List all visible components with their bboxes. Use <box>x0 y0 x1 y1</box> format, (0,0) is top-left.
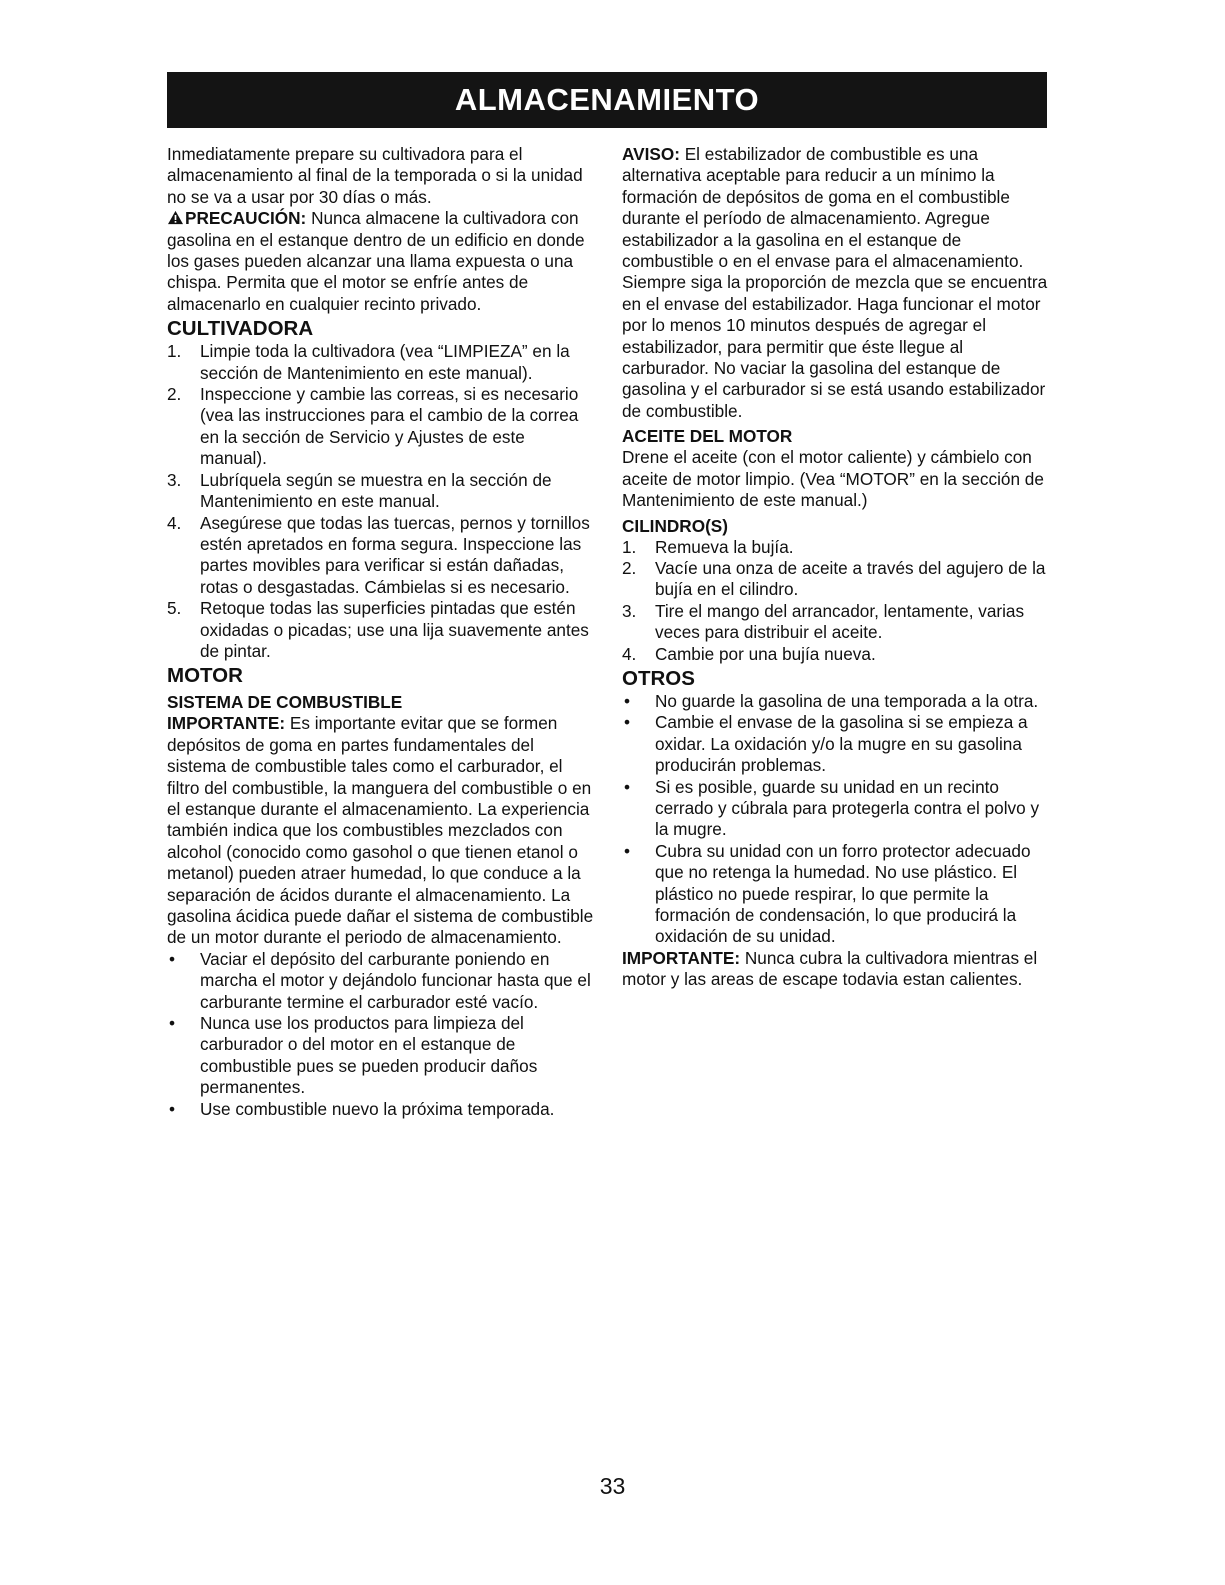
page-number: 33 <box>599 1473 626 1499</box>
precaucion-paragraph <box>167 208 595 315</box>
cultivadora-list <box>167 341 595 662</box>
aviso-paragraph <box>622 144 1050 422</box>
otros-heading: OTROS <box>622 666 695 690</box>
motor-heading: MOTOR <box>167 664 243 688</box>
list-item: • Vaciar el depósito del carburante poniendo en marcha el motor y dejándolo funcionar hasta que el carburante termine el carburador esté vacío. <box>169 948 591 1012</box>
list-item: 1. Remueva la bujía. <box>622 536 794 557</box>
list-item: • Cubra su unidad con un forro protector adecuado que no retenga la humedad. No use plástico. El plástico no puede respirar, lo que permite la formación de condensación, lo que producirá la oxidación de su unidad. <box>624 840 1031 947</box>
list-item: • Use combustible nuevo la próxima temporada. <box>169 1098 555 1119</box>
otros-bullets <box>622 691 1050 948</box>
precaucion-text: Nunca almacene la cultivadora con gasolina en el estanque dentro de un edificio en donde los gases pueden alcanzar una llama expuesta o una chispa. Permita que el motor se enfríe antes de almacenarlo en cualquier recinto privado. <box>167 208 585 314</box>
precaucion-label: PRECAUCIÓN: <box>185 208 307 229</box>
importante-final-label: IMPORTANTE: <box>622 947 741 968</box>
list-item: 4. Asegúrese que todas las tuercas, pernos y tornillos estén apretados en forma segura. Inspeccione las partes movibles para verificar si están dañadas, rotas o desgastadas. Cámbielas si es necesario. <box>167 512 590 597</box>
right-column <box>622 144 1050 991</box>
list-item: • Si es posible, guarde su unidad en un recinto cerrado y cúbrala para protegerla contra el polvo y la mugre. <box>624 776 1040 840</box>
list-item: 4. Cambie por una bujía nueva. <box>622 643 876 664</box>
list-item: 3. Lubríquela según se muestra en la sección de Mantenimiento en este manual. <box>167 469 552 512</box>
list-item: 5. Retoque todas las superficies pintadas que estén oxidadas o picadas; use una lija suavemente antes de pintar. <box>167 598 589 661</box>
section-title: ALMACENAMIENTO <box>454 82 760 117</box>
list-item: • Cambie el envase de la gasolina si se empieza a oxidar. La oxidación y/o la mugre en su gasolina producirán problemas. <box>624 712 1028 776</box>
importante-final-text: Nunca cubra la cultivadora mientras el motor y las areas de escape todavia estan calientes. <box>622 947 1038 990</box>
list-item: • Nunca use los productos para limpieza del carburador o del motor en el estanque de combustible pues se pueden producir daños permanentes. <box>169 1013 538 1098</box>
aceite-paragraph: Drene el aceite (con el motor caliente) y cámbielo con aceite de motor limpio. (Vea “MOTOR” en la sección de Mantenimiento de este manual.) <box>622 447 1044 511</box>
importante-text: Es importante evitar que se formen depósitos de goma en partes fundamentales del sistema de combustible tales como el carburador, el filtro del combustible, la manguera del combustible o en el estanque durante el almacenamiento. La experiencia también indica que los combustibles mezclados con alcohol (conocido como gasohol o que tienen etanol o metanol) pueden atraer humedad, lo que conduce a la separación de ácidos durante el almacenamiento. La gasolina ácidica puede dañar el sistema de combustible de un motor durante el periodo de almacenamiento. <box>167 713 594 948</box>
list-item: 2. Inspeccione y cambie las correas, si es necesario (vea las instrucciones para el cambio de la correa en la sección de Servicio y Ajustes de este manual). <box>167 384 579 469</box>
list-item: • No guarde la gasolina de una temporada a la otra. <box>624 690 1039 711</box>
cultivadora-heading: CULTIVADORA <box>167 317 314 341</box>
aceite-heading: ACEITE DEL MOTOR <box>622 426 793 447</box>
cilindros-heading: CILINDRO(S) <box>622 515 728 536</box>
cilindros-list <box>622 537 1050 665</box>
section-title-banner <box>167 72 1047 128</box>
warning-triangle-icon <box>167 210 184 225</box>
left-column <box>167 144 595 1120</box>
list-item: 2. Vacíe una onza de aceite a través del agujero de la bujía en el cilindro. <box>622 557 1046 600</box>
importante-label: IMPORTANTE: <box>167 713 286 734</box>
aviso-text: El estabilizador de combustible es una alternativa aceptable para reducir a un mínimo la formación de depósitos de goma en el combustible durante el período de almacenamiento. Agregue estabilizador a la gasolina en el estanque de combustible o en el envase para el almacenamiento. Siempre siga la proporción de mezcla que se encuentra en el envase del estabilizador. Haga funcionar el motor por lo menos 10 minutos después de agregar el estabilizador, para permitir que éste llegue al carburador. No vaciar la gasolina del estanque de gasolina y el carburador si se está usando estabilizador de combustible. <box>622 144 1048 421</box>
aviso-label: AVISO: <box>622 144 680 164</box>
combustible-heading: SISTEMA DE COMBUSTIBLE <box>167 692 403 713</box>
list-item: 1. Limpie toda la cultivadora (vea “LIMPIEZA” en la sección de Mantenimiento en este manual). <box>167 341 570 383</box>
importante-final-paragraph <box>622 948 1050 991</box>
importante-paragraph <box>167 713 595 948</box>
combustible-bullets <box>167 949 595 1120</box>
list-item: 3. Tire el mango del arrancador, lentamente, varias veces para distribuir el aceite. <box>622 600 1025 643</box>
intro-paragraph: Inmediatamente prepare su cultivadora para el almacenamiento al final de la temporada o si la unidad no se va a usar por 30 días o más. <box>167 144 583 207</box>
